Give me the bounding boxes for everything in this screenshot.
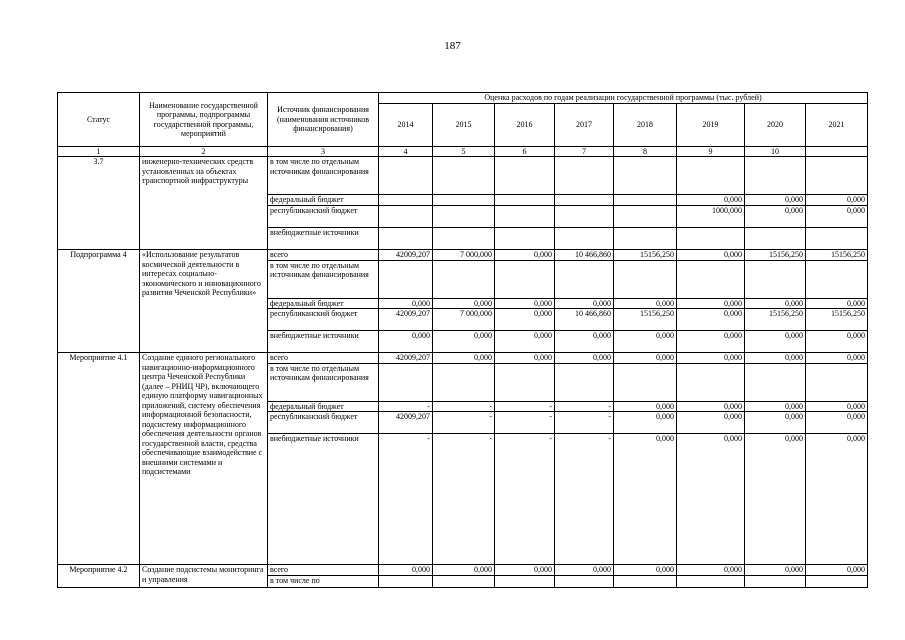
column-number: 5	[433, 147, 495, 157]
value-cell: 0,000	[806, 401, 868, 412]
value-cell	[677, 363, 745, 401]
value-cell: 0,000	[555, 331, 614, 353]
value-cell	[379, 157, 433, 195]
value-cell: 0,000	[745, 412, 806, 434]
value-cell	[614, 206, 677, 228]
column-number: 9	[677, 147, 745, 157]
value-cell	[677, 157, 745, 195]
value-cell	[433, 195, 495, 206]
value-cell	[677, 228, 745, 250]
value-cell	[555, 576, 614, 588]
value-cell: 15156,250	[806, 309, 868, 331]
value-cell	[745, 576, 806, 588]
value-cell: 0,000	[745, 434, 806, 565]
value-cell: 42009,207	[379, 412, 433, 434]
value-cell	[614, 195, 677, 206]
value-cell	[745, 157, 806, 195]
value-cell: -	[433, 412, 495, 434]
value-cell	[433, 363, 495, 401]
source-cell: всего	[268, 250, 379, 261]
column-numbers-row	[58, 147, 868, 157]
source-cell: федеральный бюджет	[268, 401, 379, 412]
value-cell: -	[555, 401, 614, 412]
value-cell	[433, 228, 495, 250]
year-header: 2016	[495, 104, 555, 147]
value-cell	[555, 363, 614, 401]
estimate-header: Оценка расходов по годам реализации государственной программы (тыс. рублей)	[379, 93, 868, 104]
value-cell	[677, 260, 745, 298]
value-cell	[555, 260, 614, 298]
value-cell	[555, 228, 614, 250]
value-cell: 0,000	[745, 331, 806, 353]
value-cell: 0,000	[806, 412, 868, 434]
value-cell: 0,000	[495, 331, 555, 353]
value-cell	[614, 260, 677, 298]
value-cell: 15156,250	[745, 250, 806, 261]
value-cell: -	[379, 401, 433, 412]
value-cell	[433, 260, 495, 298]
value-cell	[745, 363, 806, 401]
value-cell	[806, 260, 868, 298]
value-cell	[806, 157, 868, 195]
column-number: 6	[495, 147, 555, 157]
table-body	[58, 157, 868, 588]
column-number: 8	[614, 147, 677, 157]
table-row	[58, 353, 868, 364]
value-cell: 0,000	[379, 565, 433, 576]
value-cell: 0,000	[614, 565, 677, 576]
year-header: 2018	[614, 104, 677, 147]
value-cell: 0,000	[677, 331, 745, 353]
column-number	[806, 147, 868, 157]
status-header: Статус	[58, 93, 140, 147]
value-cell: 10 466,860	[555, 250, 614, 261]
value-cell	[614, 363, 677, 401]
value-cell: 15156,250	[614, 250, 677, 261]
status-cell: Подпрограмма 4	[58, 250, 140, 353]
year-header: 2017	[555, 104, 614, 147]
value-cell	[806, 363, 868, 401]
source-cell: республиканский бюджет	[268, 412, 379, 434]
value-cell: 0,000	[677, 195, 745, 206]
value-cell	[433, 206, 495, 228]
year-header: 2015	[433, 104, 495, 147]
value-cell: 0,000	[495, 353, 555, 364]
value-cell: 0,000	[614, 401, 677, 412]
value-cell: 1000,000	[677, 206, 745, 228]
value-cell	[433, 576, 495, 588]
value-cell: 0,000	[677, 401, 745, 412]
value-cell: 0,000	[433, 353, 495, 364]
source-cell: всего	[268, 565, 379, 576]
value-cell	[379, 228, 433, 250]
source-cell: федеральный бюджет	[268, 195, 379, 206]
name-header: Наименование государственной программы, подпрограммы государственной программы, мероприятий	[140, 93, 268, 147]
value-cell: 0,000	[806, 298, 868, 309]
value-cell	[379, 206, 433, 228]
column-number: 3	[268, 147, 379, 157]
table-row	[58, 565, 868, 576]
value-cell: 0,000	[614, 298, 677, 309]
value-cell	[495, 260, 555, 298]
budget-table	[57, 92, 868, 588]
value-cell: -	[433, 401, 495, 412]
name-cell: «Использование результатов космической деятельности в интересах социально-экономического и инновационного развития Чеченской Республики»	[140, 250, 268, 353]
value-cell: 15156,250	[806, 250, 868, 261]
source-cell: в том числе по отдельным источникам финансирования	[268, 260, 379, 298]
year-header: 2019	[677, 104, 745, 147]
name-cell: инженерно-технических средств установленных на объектах транспортной инфраструктуры	[140, 157, 268, 250]
value-cell	[677, 576, 745, 588]
value-cell: 0,000	[495, 309, 555, 331]
value-cell: 0,000	[745, 401, 806, 412]
value-cell: 0,000	[555, 298, 614, 309]
value-cell: 0,000	[745, 298, 806, 309]
value-cell: 42009,207	[379, 250, 433, 261]
value-cell	[614, 228, 677, 250]
value-cell	[745, 228, 806, 250]
value-cell: -	[495, 412, 555, 434]
table-row	[58, 157, 868, 195]
value-cell: 15156,250	[745, 309, 806, 331]
value-cell: 0,000	[614, 412, 677, 434]
value-cell: 0,000	[677, 250, 745, 261]
value-cell: 0,000	[433, 565, 495, 576]
value-cell	[379, 576, 433, 588]
status-cell: Мероприятие 4.2	[58, 565, 140, 588]
value-cell	[614, 576, 677, 588]
value-cell: 42009,207	[379, 309, 433, 331]
table-row	[58, 250, 868, 261]
source-cell: федеральный бюджет	[268, 298, 379, 309]
value-cell	[379, 260, 433, 298]
value-cell: 0,000	[677, 434, 745, 565]
value-cell: 0,000	[614, 434, 677, 565]
value-cell: 0,000	[495, 565, 555, 576]
column-number: 10	[745, 147, 806, 157]
value-cell: 0,000	[614, 331, 677, 353]
value-cell: 42009,207	[379, 353, 433, 364]
value-cell: -	[495, 401, 555, 412]
value-cell: 15156,250	[614, 309, 677, 331]
value-cell	[495, 363, 555, 401]
column-number: 1	[58, 147, 140, 157]
value-cell: 10 466,860	[555, 309, 614, 331]
source-cell: в том числе по	[268, 576, 379, 588]
source-cell: республиканский бюджет	[268, 309, 379, 331]
value-cell: 0,000	[806, 331, 868, 353]
value-cell: 0,000	[495, 250, 555, 261]
column-number: 7	[555, 147, 614, 157]
column-number: 4	[379, 147, 433, 157]
value-cell: 7 000,000	[433, 250, 495, 261]
value-cell: 0,000	[555, 565, 614, 576]
source-cell: в том числе по отдельным источникам финансирования	[268, 363, 379, 401]
value-cell: 0,000	[745, 206, 806, 228]
value-cell: 0,000	[677, 298, 745, 309]
value-cell: 7 000,000	[433, 309, 495, 331]
name-cell: Создание единого регионального навигационно-информационного центра Чеченской Республики (далее – РНИЦ ЧР), включающего единую платформу навигационных приложений, систему обеспечения информационной безопасности, подсистему информационного обеспечения деятельности органов государственной власти, средства обеспечивающие взаимодействие с внешними системами и подсистемами	[140, 353, 268, 565]
value-cell	[379, 363, 433, 401]
source-header: Источник финансирования (наименования источников финансирования)	[268, 93, 379, 147]
value-cell	[555, 195, 614, 206]
source-cell: внебюджетные источники	[268, 228, 379, 250]
value-cell	[745, 260, 806, 298]
page-number: 187	[444, 40, 461, 52]
year-header: 2021	[806, 104, 868, 147]
value-cell	[806, 228, 868, 250]
value-cell: 0,000	[433, 331, 495, 353]
value-cell: 0,000	[433, 298, 495, 309]
name-cell: Создание подсистемы мониторинга и управления	[140, 565, 268, 588]
value-cell	[614, 157, 677, 195]
value-cell	[495, 157, 555, 195]
source-cell: внебюджетные источники	[268, 331, 379, 353]
value-cell: 0,000	[745, 565, 806, 576]
value-cell	[495, 206, 555, 228]
source-cell: всего	[268, 353, 379, 364]
value-cell: -	[495, 434, 555, 565]
value-cell: 0,000	[806, 353, 868, 364]
value-cell: -	[555, 412, 614, 434]
value-cell	[555, 206, 614, 228]
value-cell	[379, 195, 433, 206]
value-cell: 0,000	[806, 434, 868, 565]
status-cell: 3.7	[58, 157, 140, 250]
value-cell	[495, 576, 555, 588]
value-cell: 0,000	[677, 353, 745, 364]
value-cell: -	[555, 434, 614, 565]
column-number: 2	[140, 147, 268, 157]
value-cell: 0,000	[806, 565, 868, 576]
value-cell	[495, 195, 555, 206]
value-cell	[433, 157, 495, 195]
value-cell: 0,000	[677, 412, 745, 434]
value-cell	[495, 228, 555, 250]
status-cell: Мероприятие 4.1	[58, 353, 140, 565]
value-cell: 0,000	[379, 298, 433, 309]
year-header: 2020	[745, 104, 806, 147]
value-cell: 0,000	[677, 309, 745, 331]
value-cell: 0,000	[806, 206, 868, 228]
year-header: 2014	[379, 104, 433, 147]
source-cell: в том числе по отдельным источникам финансирования	[268, 157, 379, 195]
value-cell: -	[433, 434, 495, 565]
value-cell: -	[379, 434, 433, 565]
source-cell: республиканский бюджет	[268, 206, 379, 228]
value-cell: 0,000	[614, 353, 677, 364]
value-cell	[555, 157, 614, 195]
source-cell: внебюджетные источники	[268, 434, 379, 565]
value-cell: 0,000	[806, 195, 868, 206]
value-cell: 0,000	[745, 353, 806, 364]
value-cell: 0,000	[379, 331, 433, 353]
value-cell: 0,000	[677, 565, 745, 576]
value-cell: 0,000	[495, 298, 555, 309]
value-cell: 0,000	[555, 353, 614, 364]
value-cell: 0,000	[745, 195, 806, 206]
value-cell	[806, 576, 868, 588]
